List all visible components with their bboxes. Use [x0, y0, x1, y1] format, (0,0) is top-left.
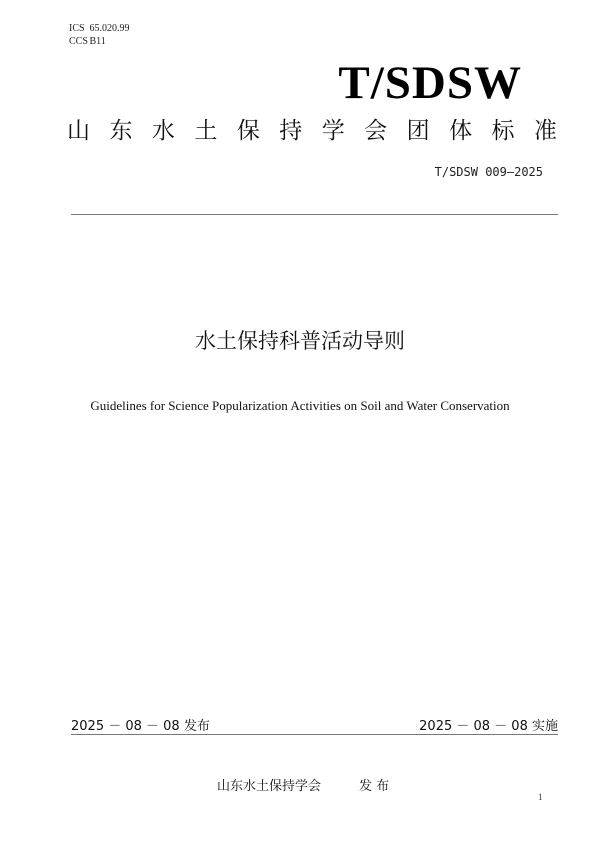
org-char: 会	[364, 118, 388, 144]
org-char: 保	[236, 118, 260, 144]
implementation-date: 2025 － 08 － 08 实施	[419, 719, 558, 734]
ccs-code	[69, 35, 130, 48]
ccs-label: CCS	[69, 36, 88, 47]
standard-number: T/SDSW 009—2025	[434, 165, 543, 179]
org-char: 准	[533, 118, 557, 144]
organization-standard-title	[67, 116, 557, 146]
ics-label: ICS	[69, 23, 85, 34]
classification-codes	[69, 22, 130, 48]
ics-code	[69, 22, 130, 35]
document-title-english: Guidelines for Science Popularization Activities on Soil and Water Conservation	[90, 398, 510, 413]
footer-divider	[71, 734, 558, 735]
org-char: 土	[194, 118, 218, 144]
header-divider	[71, 214, 558, 215]
document-title-chinese: 水土保持科普活动导则	[195, 329, 405, 353]
org-char: 山	[67, 118, 90, 144]
page-number: 1	[538, 792, 543, 802]
org-char: 水	[151, 118, 175, 144]
org-char: 持	[279, 118, 303, 144]
ccs-value: B11	[89, 36, 106, 47]
ics-value: 65.020.99	[89, 23, 130, 34]
publisher-line	[217, 775, 389, 794]
org-char: 东	[109, 118, 133, 144]
release-date: 2025 － 08 － 08 发布	[71, 719, 210, 734]
org-char: 体	[449, 118, 473, 144]
org-char: 学	[321, 118, 345, 144]
publish-label: 发 布	[359, 779, 390, 794]
org-char: 标	[491, 118, 515, 144]
standard-brand: T/SDSW	[338, 57, 522, 109]
org-char: 团	[406, 118, 430, 144]
publisher-name: 山东水土保持学会	[217, 779, 322, 794]
